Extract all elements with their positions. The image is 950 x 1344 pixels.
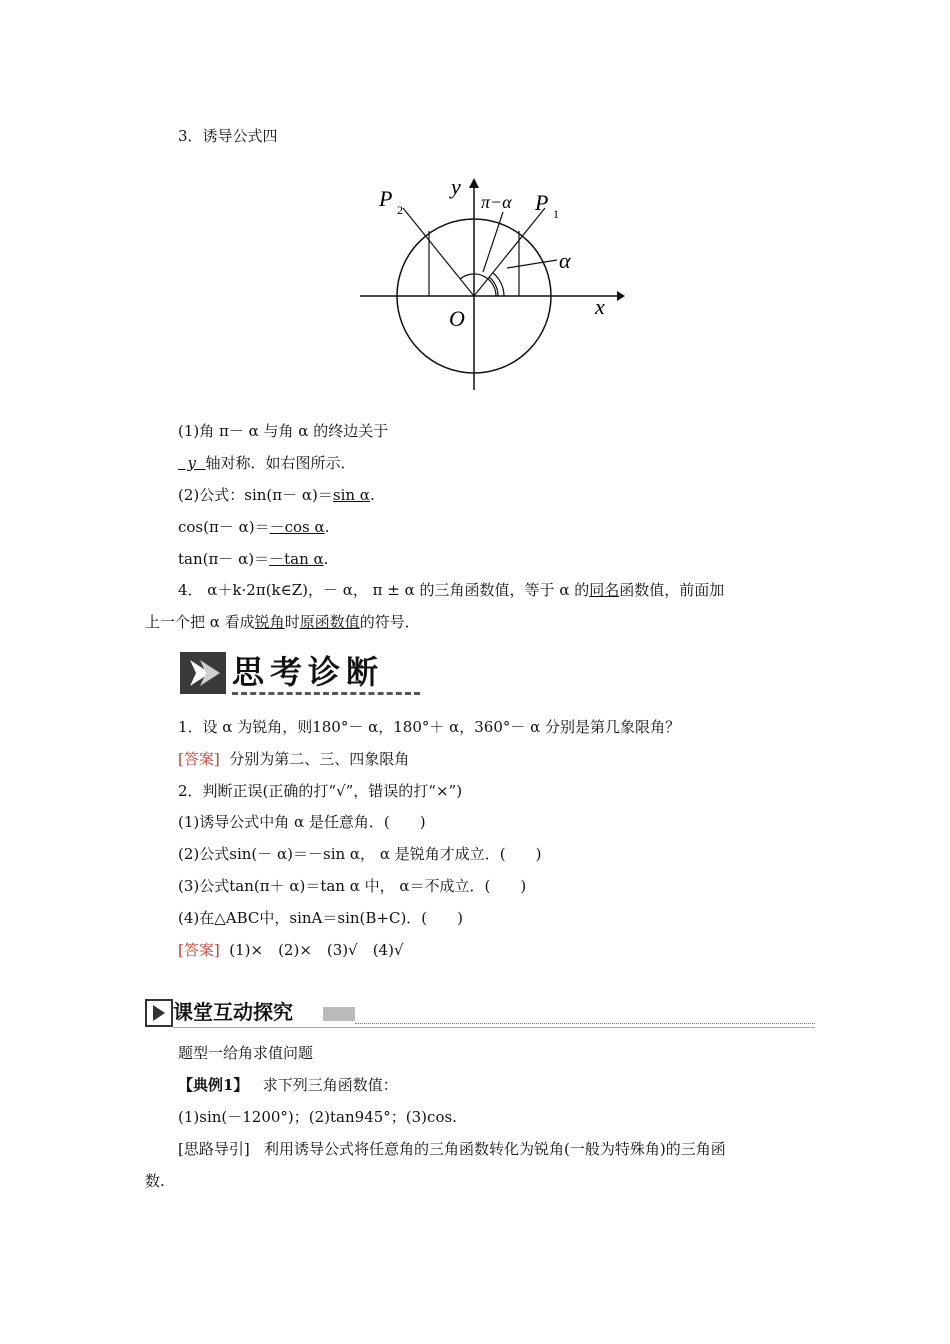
text-line-2-rest: 轴对称．如右图所示． — [205, 454, 356, 472]
label-pi-minus-alpha: π−α — [481, 192, 512, 212]
banner-underline — [232, 692, 420, 695]
text-line-7-b: 时 — [284, 613, 300, 631]
answer-blank-y: y — [178, 454, 206, 472]
hint-line — [178, 1139, 726, 1159]
text-line-4 — [178, 517, 329, 537]
text-line-3 — [178, 485, 375, 505]
answer-tag: [答案] — [178, 750, 220, 768]
banner-title: 思考诊断 — [232, 653, 385, 691]
label-p2: P — [379, 186, 393, 211]
quiz-q2-item-2: (2)公式sin(－ α)＝－sin α， α 是锐角才成立．( ) — [178, 845, 542, 863]
example-items: (1)sin(－1200°)；(2)tan945°；(3)cos. — [178, 1108, 457, 1126]
answer-text: 分别为第二、三、四象限角 — [229, 750, 410, 768]
y-axis-arrow — [469, 178, 479, 188]
text-line-7-ul2: 原函数值 — [299, 613, 360, 631]
example-line — [178, 1075, 398, 1095]
label-p2-sub: 2 — [397, 203, 403, 217]
ray-op1 — [474, 208, 545, 296]
formula-sin-post: . — [369, 486, 375, 504]
section-banner-thinking — [180, 650, 420, 696]
quiz-q2: 2．判断正误(正确的打“√”，错误的打“×”) — [178, 782, 463, 800]
quiz-q2-item-3: (3)公式tan(π＋ α)＝tan α 中， α＝不成立．( ) — [178, 877, 527, 895]
text-line-6-a: 4． α＋k·2π(k∈Z)，－ α， π ± α 的三角函数值，等于 α 的 — [178, 581, 590, 599]
banner-gray-block — [323, 1007, 355, 1021]
section-heading: 3．诱导公式四 — [178, 127, 278, 145]
type-title: 题型一给角求值问题 — [178, 1044, 314, 1062]
label-y: y — [451, 174, 461, 199]
hint-tag: [思路导引] — [178, 1140, 250, 1158]
text-line-6-ul: 同名 — [589, 581, 620, 599]
hint-text: 利用诱导公式将任意角的三角函数转化为锐角(一般为特殊角)的三角函 — [264, 1140, 726, 1158]
label-x: x — [595, 294, 605, 319]
arc-alpha — [493, 273, 504, 296]
text-line-2 — [178, 453, 356, 473]
label-p1: P — [535, 190, 549, 215]
formula-sin-pre: (2)公式：sin(π－ α)＝ — [178, 486, 333, 504]
example-tag: 【典例1】 — [178, 1076, 249, 1094]
answer-tag: [答案] — [178, 941, 220, 959]
formula-tan-post: . — [323, 550, 329, 568]
text-line-7-ul1: 锐角 — [254, 613, 285, 631]
text-line-7-c: 的符号． — [359, 613, 420, 631]
label-p1-sub: 1 — [553, 207, 559, 221]
label-origin: O — [449, 306, 465, 331]
formula-tan-pre: tan(π－ α)＝ — [178, 550, 270, 568]
text-line-7-a: 上一个把 α 看成 — [145, 613, 255, 631]
text-line-7 — [145, 612, 420, 632]
text-line-5 — [178, 549, 328, 569]
banner-rule — [173, 1027, 815, 1028]
arrow-box-icon — [145, 999, 173, 1027]
quiz-q2-item-1: (1)诱导公式中角 α 是任意角．( ) — [178, 813, 426, 831]
section-banner-classroom — [145, 997, 815, 1031]
text-line-1: (1)角 π－ α 与角 α 的终边关于 — [178, 422, 389, 440]
quiz-q2-item-4: (4)在△ABC中，sinA＝sin(B+C)．( ) — [178, 909, 464, 927]
formula-tan-answer: －tan α — [269, 550, 324, 568]
example-text: 求下列三角函数值： — [262, 1076, 398, 1094]
ray-op2 — [403, 208, 474, 296]
hint-continuation: 数. — [145, 1172, 165, 1190]
arrow-icon — [180, 652, 226, 694]
banner-dotted-rule — [355, 1023, 815, 1024]
formula-cos-answer: －cos α — [269, 518, 325, 536]
formula-cos-pre: cos(π－ α)＝ — [178, 518, 270, 536]
leader-alpha — [507, 260, 557, 268]
formula-sin-answer: sin α — [332, 486, 370, 504]
label-alpha: α — [559, 248, 571, 273]
text-line-6 — [178, 580, 724, 600]
quiz-a1 — [178, 749, 409, 769]
text-line-6-b: 函数值，前面加 — [619, 581, 725, 599]
quiz-q1: 1．设 α 为锐角，则180°－ α，180°＋ α，360°－ α 分别是第几象限角？ — [178, 718, 681, 736]
quiz-a2 — [178, 940, 404, 960]
banner-title: 课堂互动探究 — [173, 1000, 293, 1024]
answer-text: (1)× (2)× (3)√ (4)√ — [229, 941, 404, 959]
formula-cos-post: . — [324, 518, 330, 536]
x-axis-arrow — [617, 291, 625, 301]
unit-circle-figure — [355, 168, 625, 393]
